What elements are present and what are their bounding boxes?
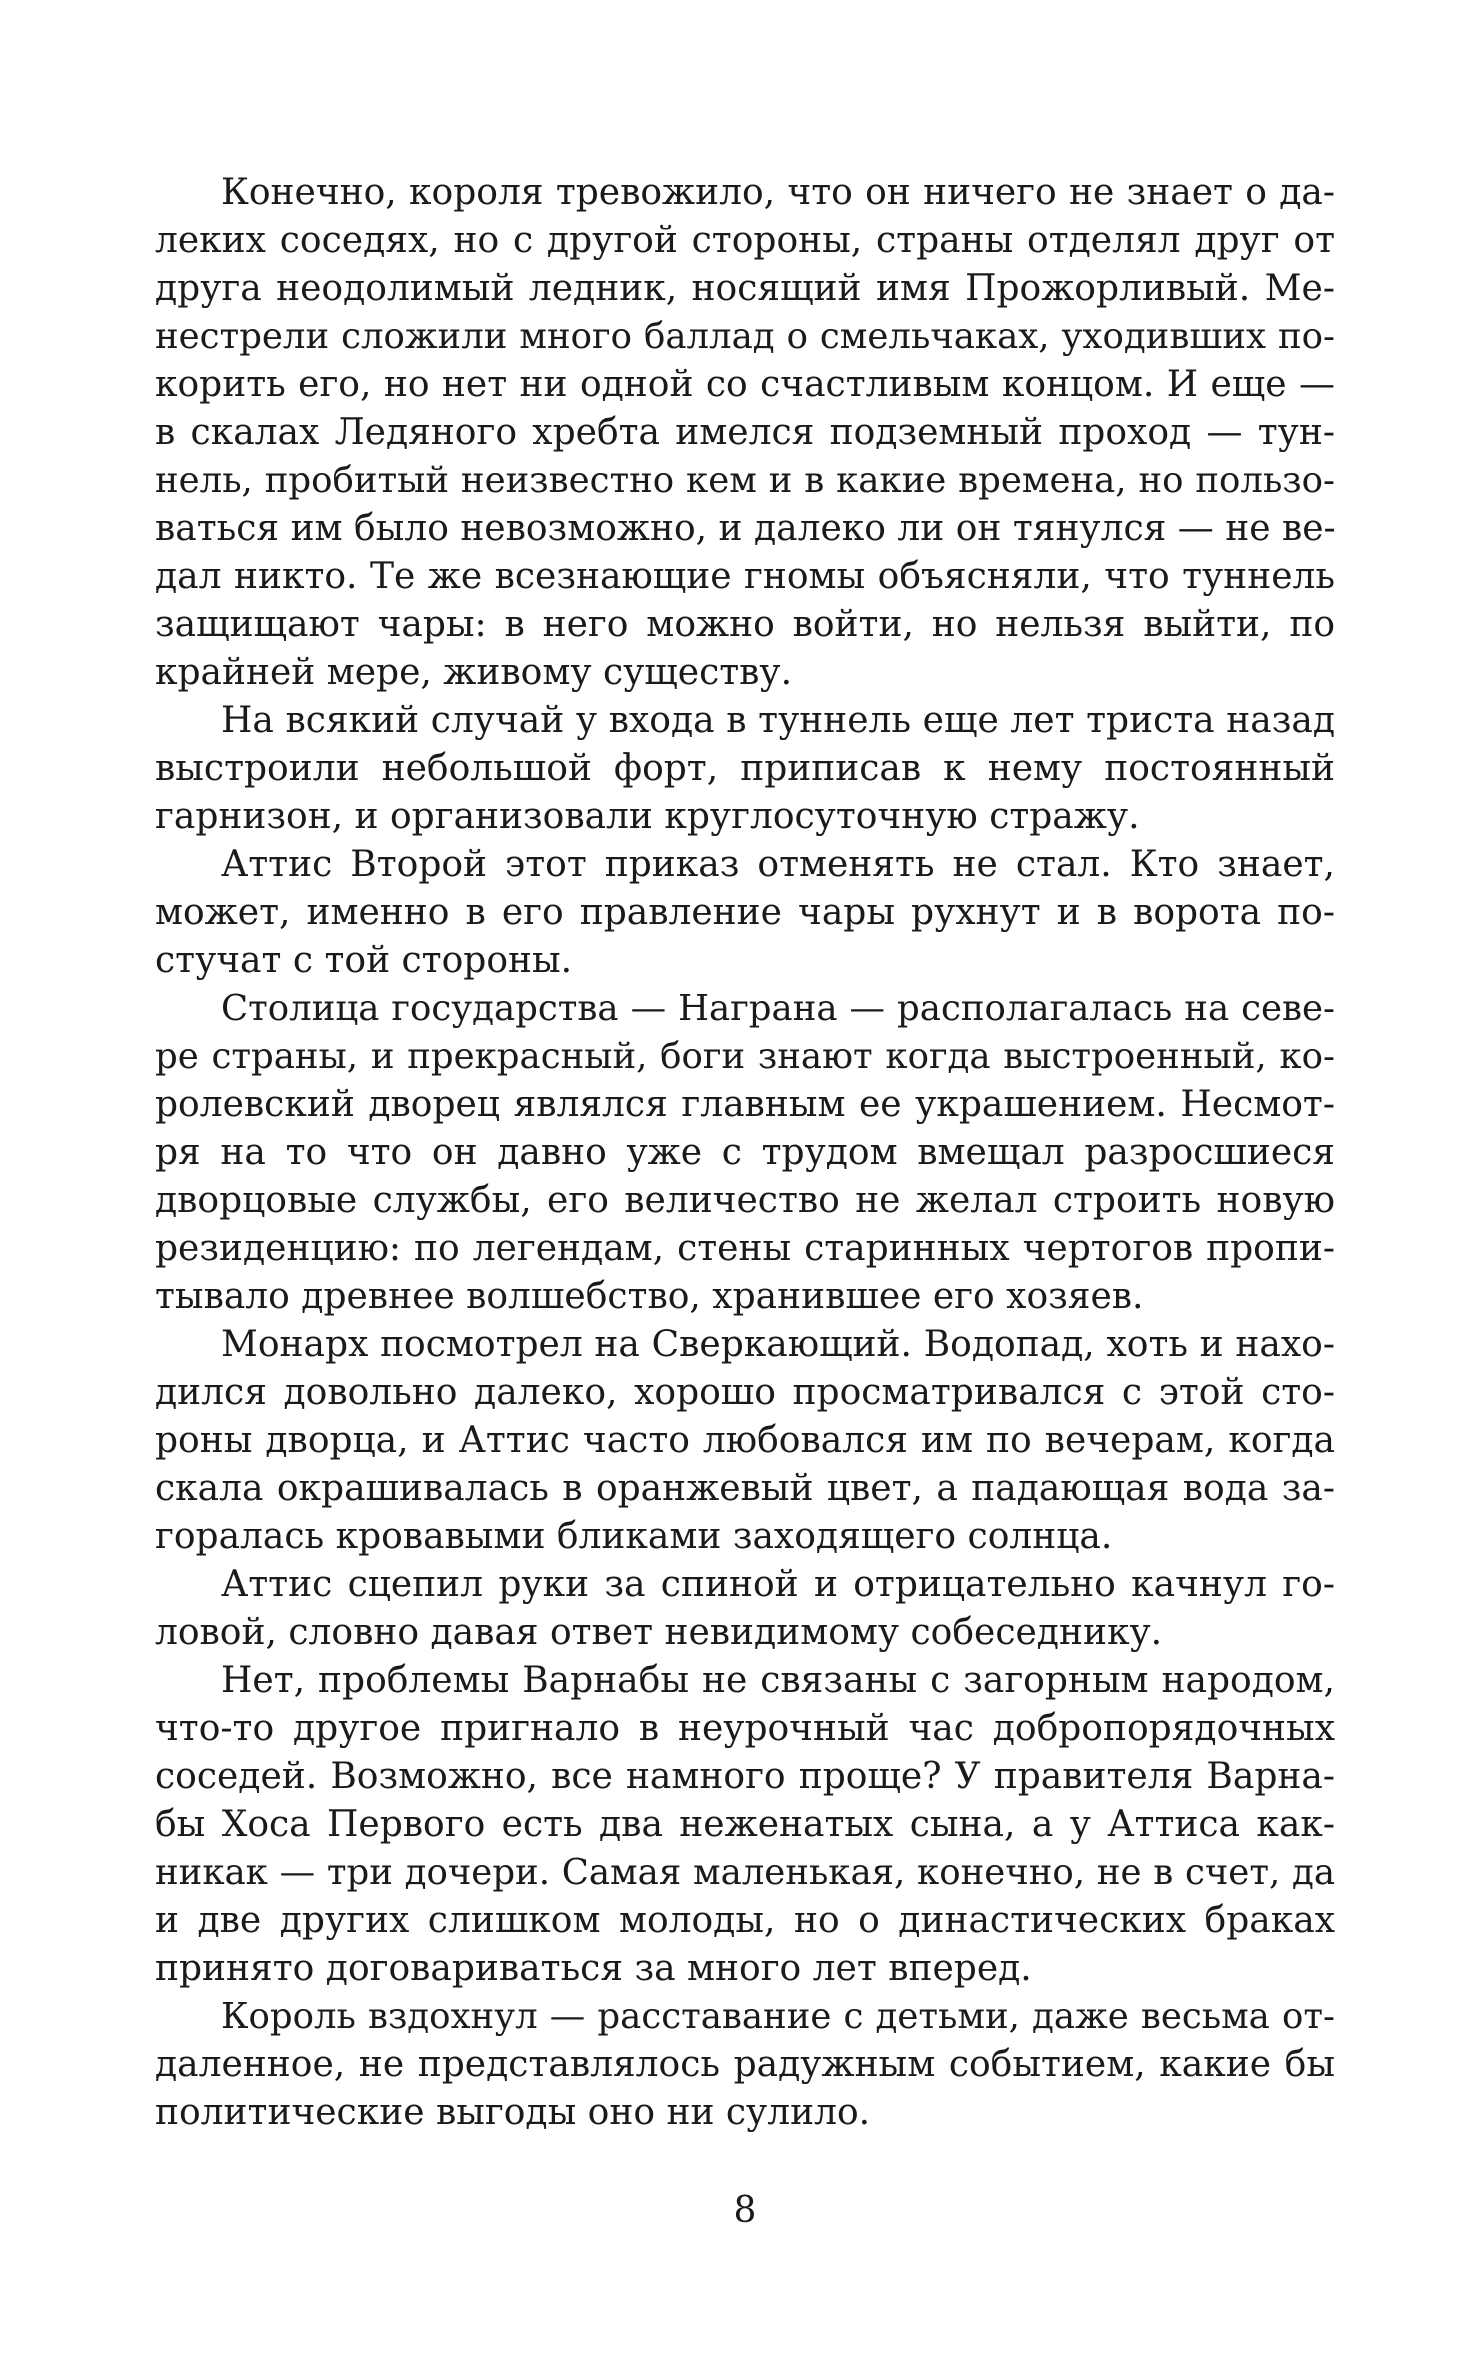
text-line: политические выгоды оно ни сулило. (155, 2092, 871, 2133)
text-line: резиденцию: по легендам, стены старинных чертогов пропи- (155, 1228, 1335, 1269)
text-line: дворцовые службы, его величество не желал строить новую (155, 1180, 1335, 1221)
text-line: Монарх посмотрел на Сверкающий. Водопад, хоть и нахо- (221, 1324, 1335, 1365)
text-line: горалась кровавыми бликами заходящего солнца. (155, 1516, 1113, 1557)
book-page (155, 168, 1335, 2348)
text-line: в скалах Ледяного хребта имелся подземный проход — тун- (155, 412, 1335, 453)
text-line: роны дворца, и Аттис часто любовался им по вечерам, когда (155, 1420, 1335, 1461)
text-line: соседей. Возможно, все намного проще? У правителя Варна- (155, 1756, 1335, 1797)
text-line: защищают чары: в него можно войти, но нельзя выйти, по (155, 604, 1335, 645)
text-line: На всякий случай у входа в туннель еще лет триста назад (221, 700, 1335, 741)
text-line: корить его, но нет ни одной со счастливым концом. И еще — (155, 364, 1335, 405)
text-line: бы Хоса Первого есть два неженатых сына, а у Аттиса как- (155, 1804, 1335, 1845)
text-line: Король вздохнул — расставание с детьми, даже весьма от- (221, 1996, 1335, 2037)
text-line: никак — три дочери. Самая маленькая, конечно, не в счет, да (155, 1852, 1335, 1893)
text-line: крайней мере, живому существу. (155, 652, 793, 693)
text-line: дал никто. Те же всезнающие гномы объясняли, что туннель (155, 556, 1335, 597)
text-line: Столица государства — Награна — располагалась на севе- (221, 988, 1335, 1029)
text-line: стучат с той стороны. (155, 940, 573, 981)
text-line: ваться им было невозможно, и далеко ли он тянулся — не ве- (155, 508, 1336, 549)
text-line: леких соседях, но с другой стороны, страны отделял друг от (155, 220, 1335, 261)
text-line: друга неодолимый ледник, носящий имя Прожорливый. Ме- (155, 268, 1335, 309)
text-line: и две других слишком молоды, но о династических браках (155, 1900, 1335, 1941)
text-line: нестрели сложили много баллад о смельчаках, уходивших по- (155, 316, 1335, 357)
text-line: Аттис сцепил руки за спиной и отрицательно качнул го- (221, 1564, 1335, 1605)
text-line: принято договариваться за много лет вперед. (155, 1948, 1032, 1989)
text-line: ре страны, и прекрасный, боги знают когда выстроенный, ко- (155, 1036, 1335, 1077)
text-line: ловой, словно давая ответ невидимому собеседнику. (155, 1612, 1163, 1653)
text-line: что-то другое пригнало в неурочный час добропорядочных (155, 1708, 1335, 1749)
text-line: может, именно в его правление чары рухнут и в ворота по- (155, 892, 1335, 933)
text-line: даленное, не представлялось радужным событием, какие бы (155, 2044, 1335, 2085)
text-line: Конечно, короля тревожило, что он ничего не знает о да- (221, 172, 1335, 213)
text-line: гарнизон, и организовали круглосуточную стражу. (155, 796, 1140, 837)
text-line: нель, пробитый неизвестно кем и в какие времена, но пользо- (155, 460, 1335, 501)
text-line: дился довольно далеко, хорошо просматривался с этой сто- (155, 1372, 1335, 1413)
text-line: Аттис Второй этот приказ отменять не стал. Кто знает, (221, 844, 1335, 885)
text-line: Нет, проблемы Варнабы не связаны с загорным народом, (221, 1660, 1335, 1701)
text-line: выстроили небольшой форт, приписав к нему постоянный (155, 748, 1335, 789)
text-line: ролевский дворец являлся главным ее украшением. Несмот- (155, 1084, 1335, 1125)
text-line: ря на то что он давно уже с трудом вмещал разросшиеся (155, 1132, 1335, 1173)
text-line: тывало древнее волшебство, хранившее его хозяев. (155, 1276, 1144, 1317)
text-line: скала окрашивалась в оранжевый цвет, а падающая вода за- (155, 1468, 1335, 1509)
page-number: 8 (733, 2190, 757, 2231)
